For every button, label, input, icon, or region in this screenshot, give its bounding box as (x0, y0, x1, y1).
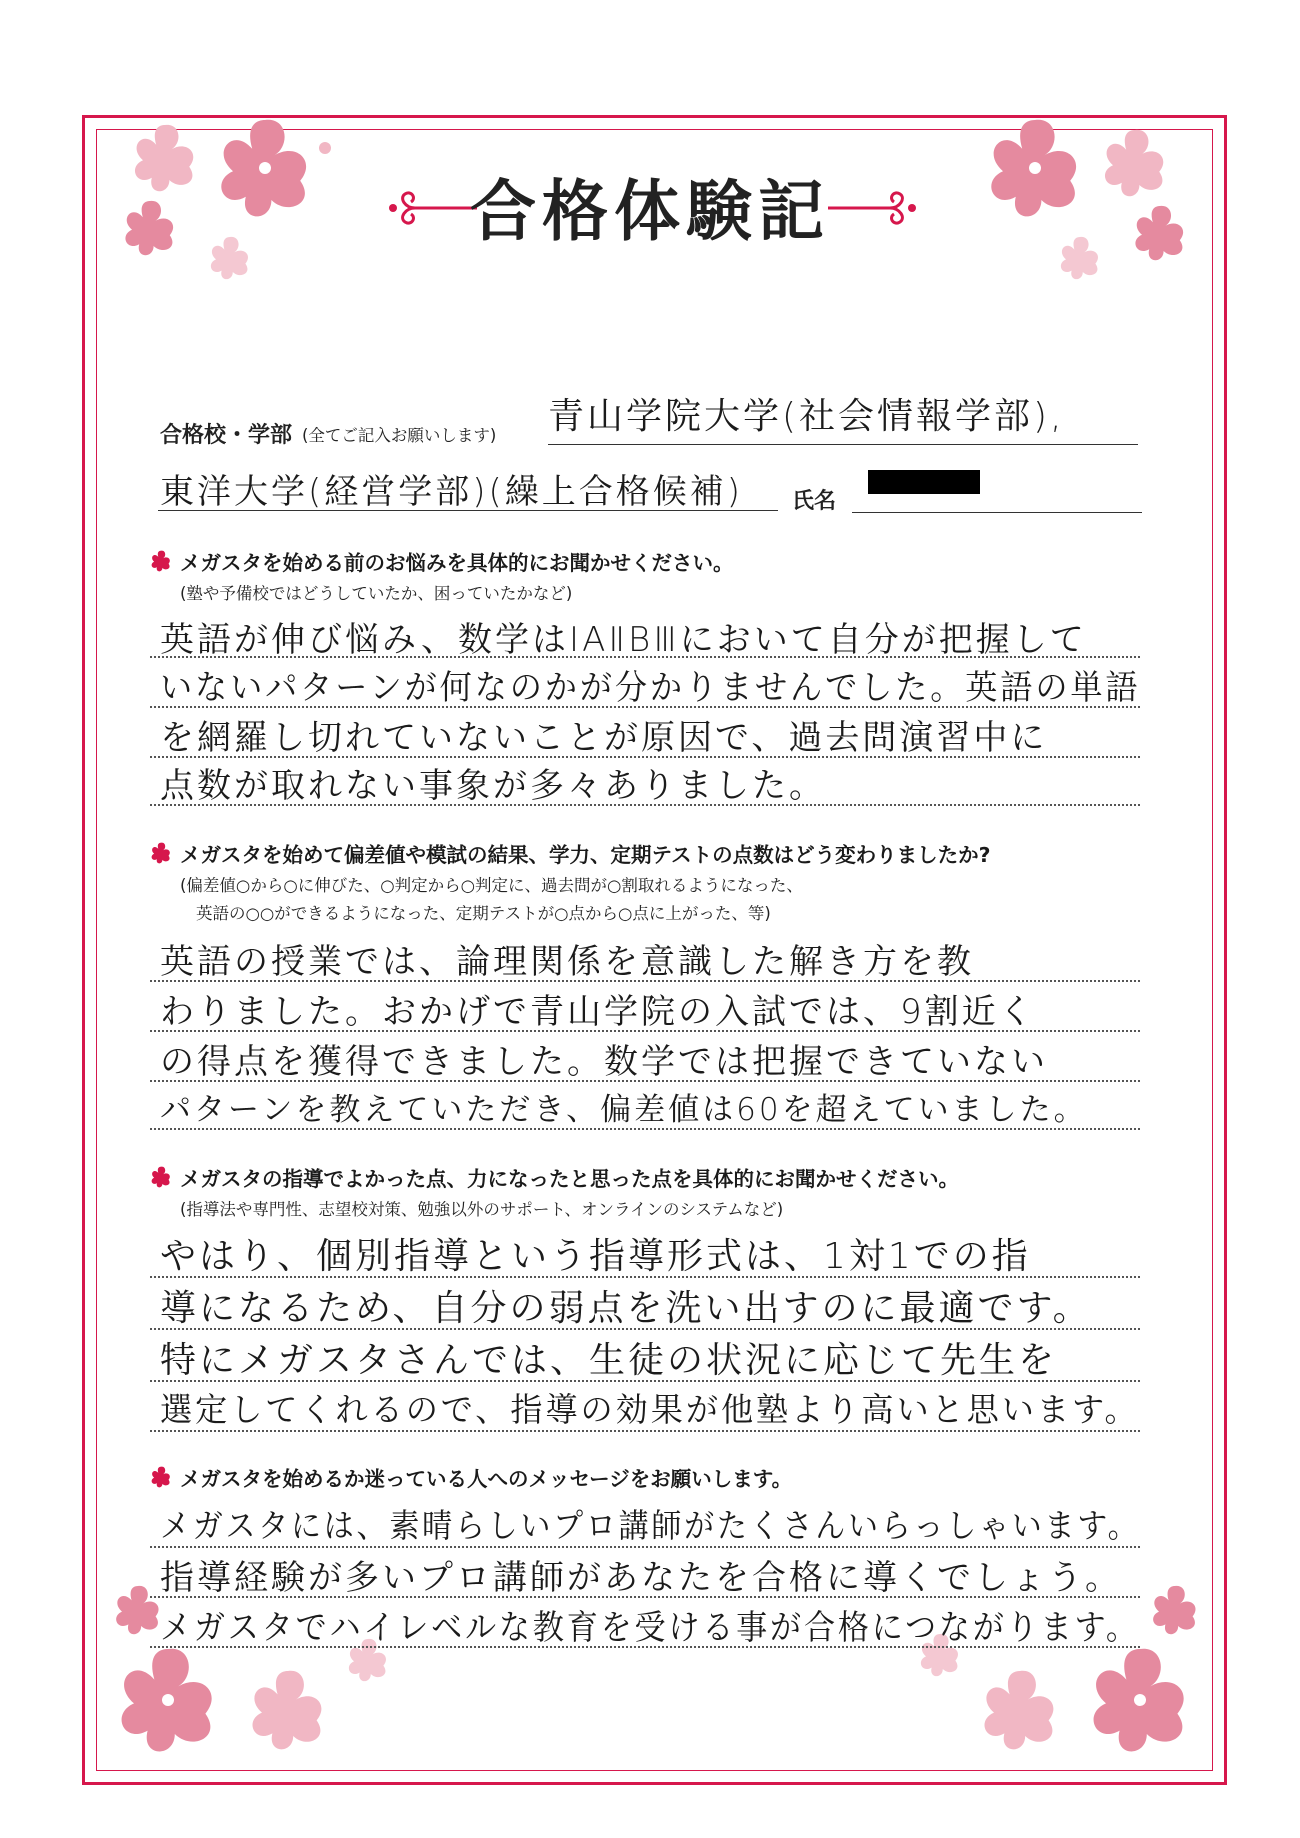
question-3-text: メガスタの指導でよかった点、力になったと思った点を具体的にお聞かせください。 (180, 1167, 959, 1191)
school-label: 合格校・学部 (160, 423, 293, 448)
question-4-text: メガスタを始めるか迷っている人へのメッセージをお願いします。 (180, 1467, 793, 1491)
school-entry-2: 東洋大学(経営学部)(繰上合格候補) (160, 472, 744, 512)
rule-2-1 (150, 980, 1140, 982)
page-title: 合格体験記 (470, 171, 830, 250)
answer-1-line-4: 点数が取れない事象が多々ありました。 (160, 766, 826, 806)
cherry-blossom-top-left (115, 118, 375, 288)
question-2-sub-2: 英語の○○ができるようになった、定期テストが○点から○点に上がった、等) (196, 904, 771, 923)
question-2-sub-1: (偏差値○から○に伸びた、○判定から○判定に、過去問が○割取れるようになった、 (180, 876, 803, 895)
rule-1-2 (150, 706, 1140, 708)
rule-1-1 (150, 656, 1140, 658)
question-1-sub: (塾や予備校ではどうしていたか、困っていたかなど) (180, 584, 573, 603)
sakura-bullet-icon (150, 550, 172, 572)
name-label: 氏名 (792, 489, 837, 514)
cherry-blossom-top-right (935, 118, 1195, 288)
rule-4-1 (150, 1546, 1140, 1548)
rule-3-1 (150, 1276, 1140, 1278)
question-2-heading (150, 838, 991, 868)
answer-4-line-2: 指導経験が多いプロ講師があなたを合格に導くでしょう。 (160, 1558, 1122, 1598)
school-line-1 (548, 444, 1138, 445)
answer-3-line-3: 特にメガスタさんでは、生徒の状況に応じて先生を (160, 1340, 1058, 1381)
sakura-bullet-icon (150, 1166, 172, 1188)
question-4-heading (150, 1462, 792, 1492)
rule-1-4 (150, 804, 1140, 806)
answer-1-line-2: いないパターンが何なのかが分かりませんでした。英語の単語 (160, 668, 1141, 708)
rule-3-3 (150, 1380, 1140, 1382)
rule-2-2 (150, 1030, 1140, 1032)
rule-2-3 (150, 1080, 1140, 1082)
answer-2-line-2: わりました。おかげで青山学院の入試では、9割近く (160, 992, 1036, 1032)
school-entry-1: 青山学院大学(社会情報学部), (548, 396, 1065, 437)
answer-3-line-1: やはり、個別指導という指導形式は、1対1での指 (160, 1236, 1031, 1277)
rule-4-2 (150, 1596, 1140, 1598)
school-note: (全てご記入お願いします) (302, 426, 497, 445)
answer-2-line-1: 英語の授業では、論理関係を意識した解き方を教 (160, 942, 974, 982)
school-line-2 (158, 510, 778, 511)
sakura-bullet-icon (150, 1466, 172, 1488)
answer-4-line-1: メガスタには、素晴らしいプロ講師がたくさんいらっしゃいます。 (160, 1506, 1141, 1545)
answer-1-line-1: 英語が伸び悩み、数学はⅠAⅡBⅢにおいて自分が把握して (160, 620, 1087, 660)
rule-3-4 (150, 1430, 1140, 1432)
answer-2-line-3: の得点を獲得できました。数学では把握できていない (160, 1042, 1048, 1082)
answer-2-line-4: パターンを教えていただき、偏差値は60を超えていました。 (160, 1092, 1088, 1128)
rule-2-4 (150, 1128, 1140, 1130)
answer-3-line-2: 導になるため、自分の弱点を洗い出すのに最適です。 (160, 1288, 1092, 1329)
answer-1-line-3: を網羅し切れていないことが原因で、過去問演習中に (160, 718, 1048, 758)
name-redaction (868, 470, 980, 494)
question-2-text: メガスタを始めて偏差値や模試の結果、学力、定期テストの点数はどう変わりましたか? (180, 843, 991, 867)
answer-4-line-3: メガスタでハイレベルな教育を受ける事が合格につながります。 (160, 1608, 1140, 1648)
rule-3-2 (150, 1328, 1140, 1330)
question-1-heading (150, 546, 734, 576)
answer-3-line-4: 選定してくれるので、指導の効果が他塾より高いと思います。 (160, 1390, 1140, 1429)
question-1-text: メガスタを始める前のお悩みを具体的にお聞かせください。 (180, 551, 734, 575)
question-3-heading (150, 1162, 959, 1192)
sakura-bullet-icon (150, 842, 172, 864)
question-3-sub: (指導法や専門性、志望校対策、勉強以外のサポート、オンラインのシステムなど) (180, 1200, 784, 1219)
title-flourish-right (825, 188, 920, 228)
name-line (852, 512, 1142, 513)
rule-4-3 (150, 1646, 1140, 1648)
